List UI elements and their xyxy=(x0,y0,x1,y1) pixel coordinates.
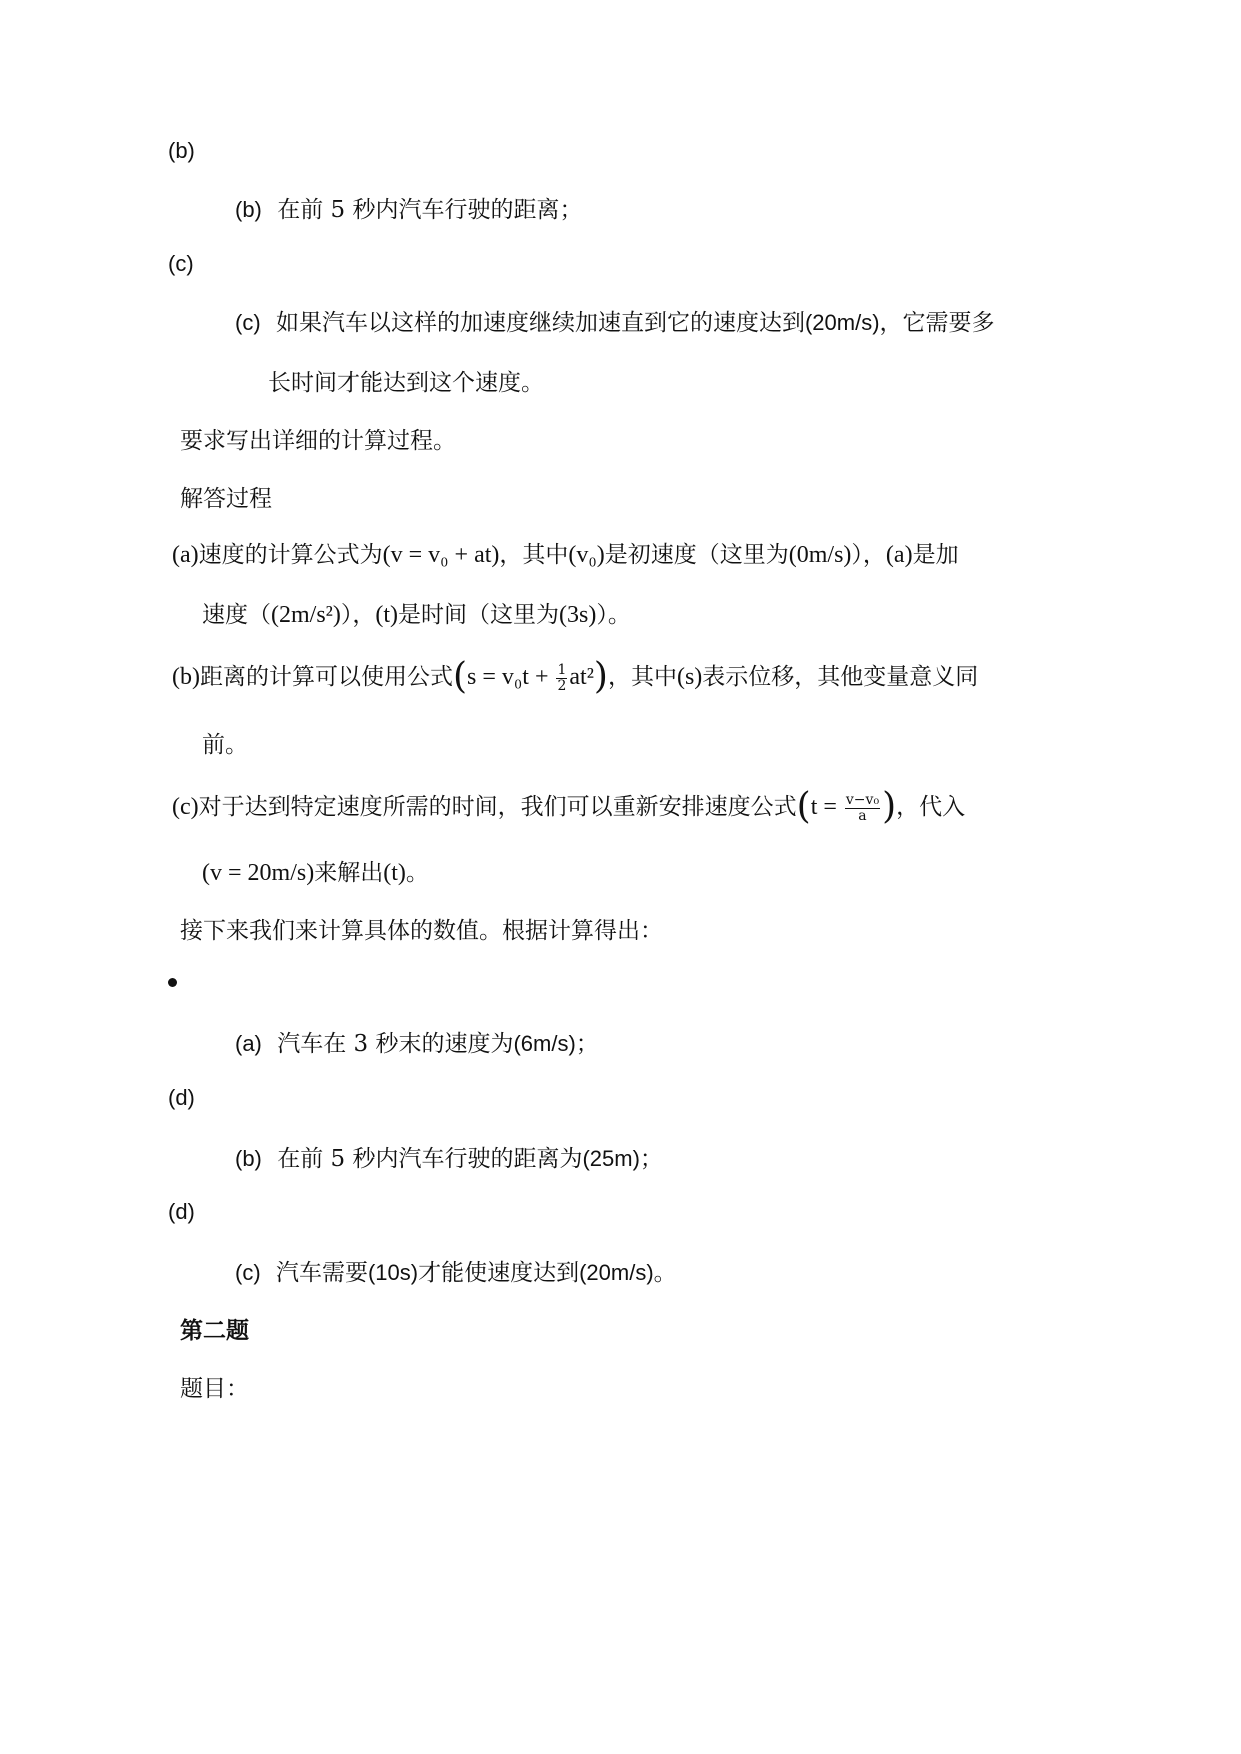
solution-b xyxy=(172,656,978,697)
text: 表示位移，其他变量意义同 xyxy=(702,664,979,690)
solution-b-cont: 前。 xyxy=(202,732,248,758)
variable: (t) xyxy=(383,860,406,886)
text: 来解出 xyxy=(314,860,384,886)
text: ，其中 xyxy=(607,664,677,690)
text: ； xyxy=(575,1031,599,1057)
value: (20m/s) xyxy=(579,1260,654,1285)
item-text: 在前 5 秒内汽车行驶的距离； xyxy=(277,197,583,223)
result-item-a xyxy=(235,1025,599,1058)
frac-den: 2 xyxy=(557,677,567,694)
frac-den: a xyxy=(858,807,867,824)
item-text: 在前 5 秒内汽车行驶的距离为 xyxy=(277,1146,583,1172)
formula: t = xyxy=(810,794,843,820)
text: 距离的计算可以使用公式 xyxy=(199,664,453,690)
paren-open: ( xyxy=(796,786,811,827)
solution-title: 解答过程 xyxy=(180,486,272,512)
value: (6m/s) xyxy=(513,1031,576,1056)
text: ，代入 xyxy=(896,794,966,820)
value: (25m) xyxy=(582,1146,640,1171)
variable: (t) xyxy=(375,602,399,628)
item-label: (c) xyxy=(235,1260,261,1285)
solution-c-cont xyxy=(202,854,429,887)
text: ，其中 xyxy=(499,542,569,568)
item-label: (a) xyxy=(235,1031,262,1056)
variable: (a) xyxy=(885,542,913,568)
solution-marker: (c) xyxy=(172,794,199,820)
text: 。 xyxy=(405,860,429,886)
item-label: (b) xyxy=(235,1146,262,1171)
frac-num: v−v₀ xyxy=(845,791,880,808)
text: 对于达到特定速度所需的时间，我们可以重新安排速度公式 xyxy=(198,794,797,820)
text: 是初速度（这里为 xyxy=(604,542,789,568)
result-item-b xyxy=(235,1140,663,1173)
formula: (v = v₀ + at) xyxy=(382,542,500,568)
item-text: ，它需要多 xyxy=(879,310,995,336)
value: (3s) xyxy=(559,602,597,628)
fraction xyxy=(845,793,880,824)
solution-marker: (b) xyxy=(172,664,200,690)
variable: (v₀) xyxy=(568,542,605,568)
requirement-text: 要求写出详细的计算过程。 xyxy=(180,428,456,454)
paren-close: ) xyxy=(593,656,608,697)
list-marker: (d) xyxy=(168,1199,195,1224)
item-text: 才能使速度达到 xyxy=(418,1260,580,1286)
question-label: 题目： xyxy=(180,1376,249,1402)
value: (2m/s²) xyxy=(271,602,341,628)
item-label: (c) xyxy=(235,310,261,335)
text: ）。 xyxy=(596,602,631,628)
text: 是加 xyxy=(912,542,959,568)
fraction xyxy=(556,663,567,694)
paren-open: ( xyxy=(452,656,468,697)
list-marker: (c) xyxy=(168,251,194,276)
list-marker: (b) xyxy=(168,138,195,163)
value: (20m/s) xyxy=(804,310,880,335)
question-item-c-cont: 长时间才能达到这个速度。 xyxy=(268,370,544,396)
frac-num: 1 xyxy=(557,661,567,678)
question-item-c xyxy=(235,304,995,337)
calculation-intro: 接下来我们来计算具体的数值。根据计算得出： xyxy=(180,918,663,944)
formula: s = v₀t + xyxy=(467,664,555,690)
item-label: (b) xyxy=(235,197,262,222)
formula: at² xyxy=(569,664,594,690)
text: 速度的计算公式为 xyxy=(198,542,383,568)
item-text: 汽车在 3 秒末的速度为 xyxy=(277,1031,514,1057)
value: (v = 20m/s) xyxy=(202,860,315,886)
text: 是时间（这里为 xyxy=(398,602,560,628)
text: 速度（ xyxy=(202,602,271,628)
paren-close: ) xyxy=(882,786,897,827)
text: ； xyxy=(639,1146,663,1172)
item-text: 汽车需要 xyxy=(275,1260,368,1286)
solution-a xyxy=(172,536,959,569)
solution-c xyxy=(172,786,965,827)
list-marker: (d) xyxy=(168,1085,195,1110)
section-title: 第二题 xyxy=(180,1317,249,1344)
text: ）， xyxy=(851,542,886,568)
solution-a-cont xyxy=(202,596,631,629)
question-item-b xyxy=(235,191,582,224)
variable: (s) xyxy=(676,664,703,690)
value: (10s) xyxy=(367,1260,419,1285)
result-item-c xyxy=(235,1254,677,1287)
item-text: 如果汽车以这样的加速度继续加速直到它的速度达到 xyxy=(275,310,805,336)
solution-marker: (a) xyxy=(172,542,199,568)
value: (0m/s) xyxy=(788,542,852,568)
bullet-icon xyxy=(168,978,177,987)
text: 。 xyxy=(653,1260,677,1286)
text: ）， xyxy=(340,602,376,628)
